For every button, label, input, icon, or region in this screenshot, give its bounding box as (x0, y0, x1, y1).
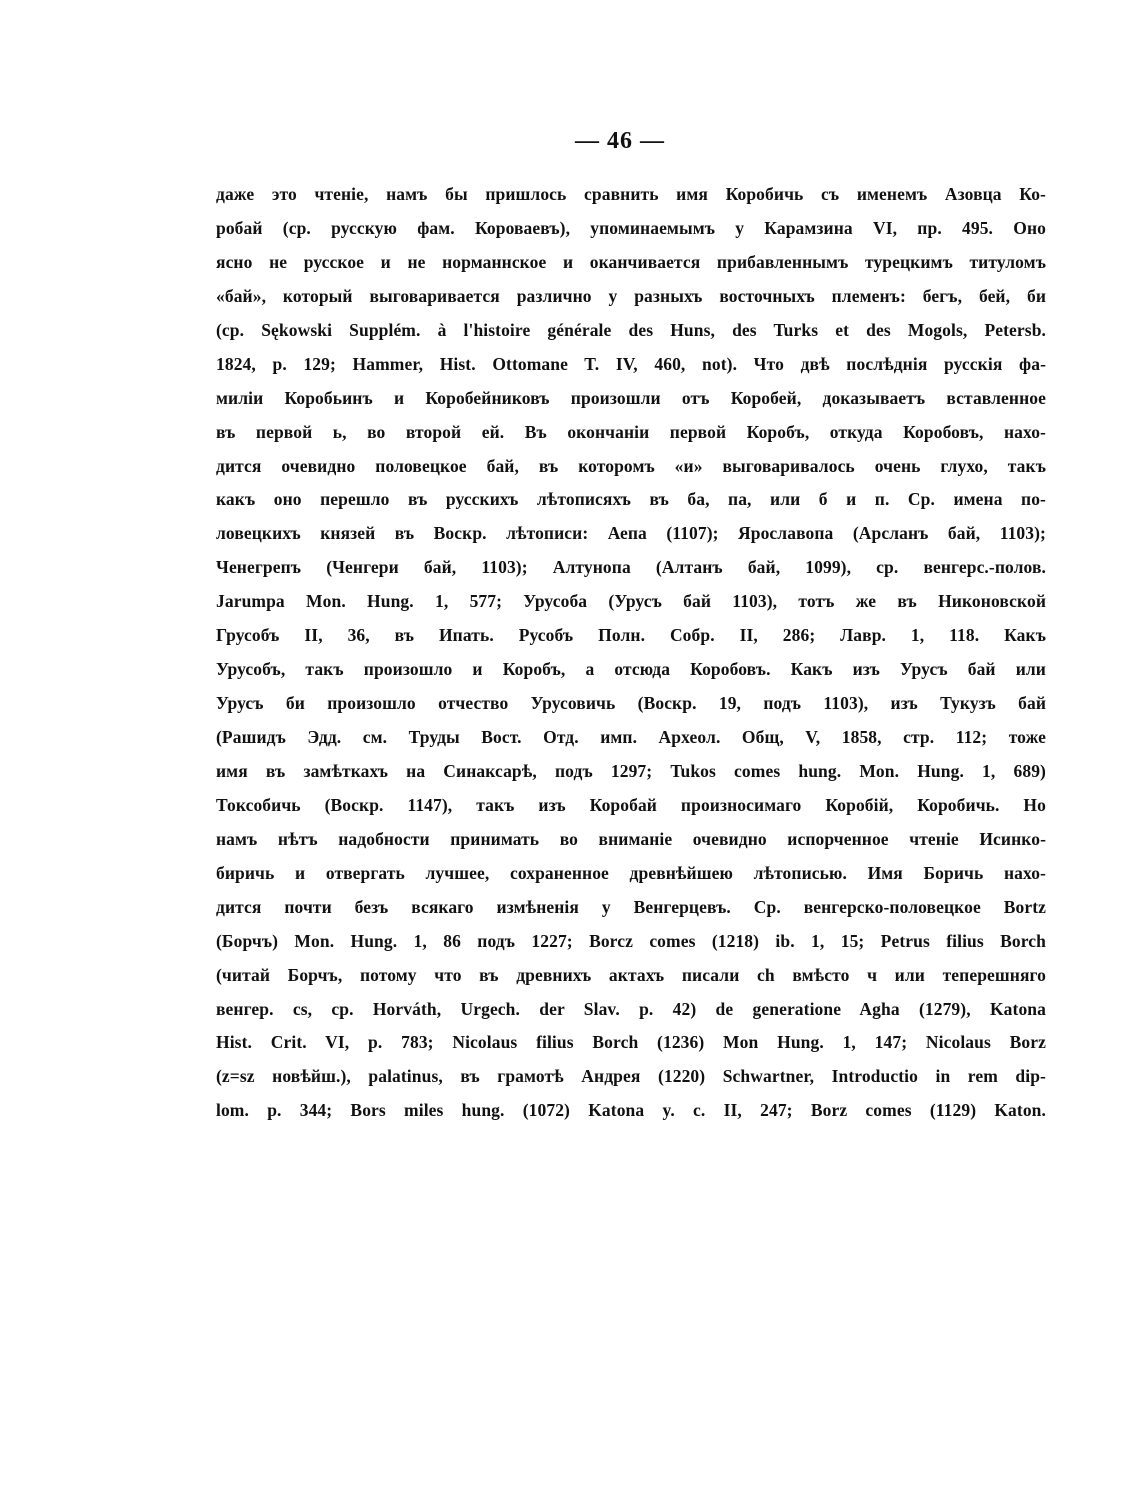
text-line: дится почти безъ всякаго измѣненія у Венгерцевъ. Ср. венгерско-половецкое Bortz (216, 896, 1046, 917)
text-line: ловецкихъ князей въ Воскр. лѣтописи: Аепа (1107); Ярославопа (Арсланъ бай, 1103); (216, 523, 1046, 544)
text-line: намъ нѣтъ надобности принимать во вниманіе очевидно испорченное чтеніе Исинко- (216, 828, 1046, 849)
text-line: Урусобъ, такъ произошло и Коробъ, а отсюда Коробовъ. Какъ изъ Урусъ бай или (216, 659, 1046, 680)
text-line: имя въ замѣткахъ на Синаксарѣ, подъ 1297; Tukos comes hung. Mon. Hung. 1, 689) (216, 760, 1046, 781)
text-line: (Рашидъ Эдд. см. Труды Вост. Отд. имп. Археол. Общ, V, 1858, стр. 112; тоже (216, 727, 1046, 747)
page-number: — 46 — (575, 128, 665, 154)
text-line: въ первой ь, во второй ей. Въ окончаніи первой Коробъ, откуда Коробовъ, нахо- (216, 421, 1046, 442)
text-line: (ср. Sękowski Supplém. à l'histoire générale des Huns, des Turks et des Mogols, Petersb. (216, 319, 1046, 340)
text-line: (z=sz новѣйш.), palatinus, въ грамотѣ Андрея (1220) Schwartner, Introductio in rem dip- (216, 1066, 1046, 1087)
text-line: какъ оно перешло въ русскихъ лѣтописяхъ въ ба, па, или б и п. Ср. имена по- (216, 489, 1046, 510)
text-line: Урусъ би произошло отчество Урусовичь (Воскр. 19, подъ 1103), изъ Тукузъ бай (216, 693, 1046, 714)
text-line: «бай», который выговаривается различно у разныхъ восточныхъ племенъ: бегъ, бей, би (216, 285, 1046, 306)
text-line: (Борчъ) Mon. Hung. 1, 86 подъ 1227; Borcz comes (1218) ib. 1, 15; Petrus filius Borch (216, 930, 1046, 951)
text-line: робай (ср. русскую фам. Короваевъ), упоминаемымъ у Карамзина VI, пр. 495. Оно (216, 217, 1046, 238)
text-line: Jarumpa Mon. Hung. 1, 577; Урусоба (Урусъ бай 1103), тотъ же въ Никоновской (216, 591, 1046, 612)
body-text (216, 178, 1046, 1128)
text-line: Токсобичь (Воскр. 1147), такъ изъ Коробай произносимаго Коробій, Коробичь. Но (216, 794, 1046, 815)
text-line: ясно не русское и не норманнское и оканчивается прибавленнымъ турецкимъ титуломъ (216, 251, 1046, 272)
text-line: Ченегрепъ (Ченгери бай, 1103); Алтунопа (Алтанъ бай, 1099), ср. венгерс.-полов. (216, 557, 1046, 578)
text-line: 1824, p. 129; Hammer, Hist. Ottomane T. IV, 460, not). Что двѣ послѣднія русскія фа- (216, 353, 1046, 374)
text-line: биричь и отвергать лучшее, сохраненное древнѣйшею лѣтописью. Имя Боричь нахо- (216, 862, 1046, 883)
text-line: венгер. cs, ср. Horváth, Urgech. der Slav. p. 42) de generatione Agha (1279), Katona (216, 998, 1046, 1019)
text-line: миліи Коробьинъ и Коробейниковъ произошли отъ Коробей, доказываетъ вставленное (216, 387, 1046, 408)
text-line: дится очевидно половецкое бай, въ которомъ «и» выговаривалось очень глухо, такъ (216, 455, 1046, 476)
text-line: Hist. Crit. VI, p. 783; Nicolaus filius Borch (1236) Mon Hung. 1, 147; Nicolaus Borz (216, 1032, 1046, 1053)
text-line: Грусобъ II, 36, въ Ипать. Русобъ Полн. Собр. II, 286; Лавр. 1, 118. Какъ (216, 625, 1046, 646)
text-line: lom. p. 344; Bors miles hung. (1072) Katona y. c. II, 247; Borz comes (1129) Katon. (216, 1100, 1046, 1121)
text-line: даже это чтеніе, намъ бы пришлось сравнить имя Коробичь съ именемъ Азовца Ко- (216, 184, 1046, 204)
text-line: (читай Борчъ, потому что въ древнихъ актахъ писали ch вмѣсто ч или теперешняго (216, 964, 1046, 985)
